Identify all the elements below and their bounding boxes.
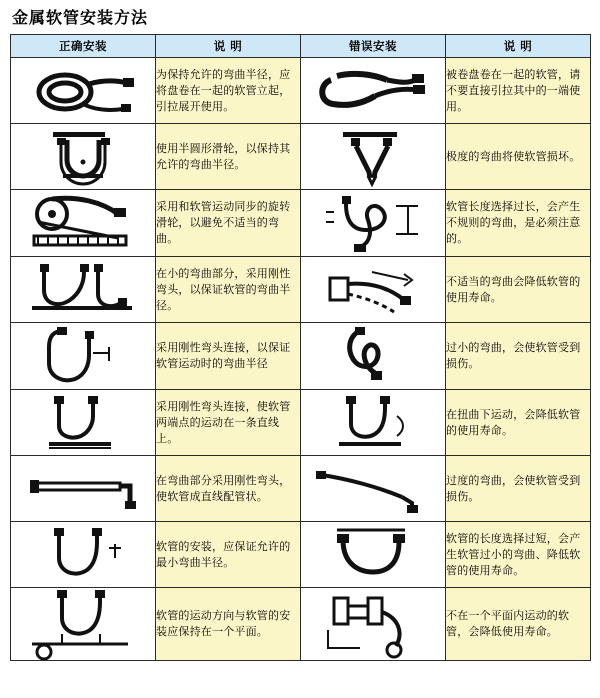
twisting-motion-icon (313, 392, 433, 454)
figure-cell-wrong (301, 456, 446, 522)
column-header-correct-note: 说 明 (156, 35, 301, 58)
note-wrong: 极度的弯曲将使软管损坏。 (446, 124, 591, 190)
figure-cell-wrong (301, 58, 446, 124)
rigid-elbow-u-loop-icon (23, 323, 143, 389)
figure-cell-wrong (301, 323, 446, 390)
installation-methods-table (10, 34, 591, 661)
table-row (11, 190, 591, 257)
hose-too-long-irregular-bend-icon (308, 190, 438, 256)
same-plane-motion-icon (18, 588, 148, 660)
minimum-bend-radius-u-icon (23, 524, 143, 586)
note-wrong: 不适当的弯曲会降低软管的使用寿命。 (446, 257, 591, 323)
hose-sharp-v-bend-icon (313, 126, 433, 188)
hose-with-synchronized-rotating-pulley-icon (18, 192, 148, 254)
note-wrong: 不在一个平面内运动的软管，会降低使用寿命。 (446, 588, 591, 661)
note-wrong: 过小的弯曲，会使软管受到损伤。 (446, 323, 591, 390)
figure-cell-wrong (301, 257, 446, 323)
note-correct: 为保持允许的弯曲半径，应将盘卷在一起的软管立起，引拉展开使用。 (156, 58, 301, 124)
figure-cell-wrong (301, 588, 446, 661)
note-wrong: 软管长度选择过长，会产生不规则的弯曲，是必须注意的。 (446, 190, 591, 257)
table-row (11, 456, 591, 522)
table-body (11, 58, 591, 661)
too-small-bend-radius-icon (313, 323, 433, 389)
table-row (11, 522, 591, 588)
rigid-elbow-straight-pipe-icon (18, 463, 148, 515)
hose-over-half-round-pulley-icon (23, 126, 143, 188)
figure-cell-wrong (301, 522, 446, 588)
figure-cell-correct (11, 588, 156, 661)
page-title: 金属软管安装方法 (12, 8, 149, 27)
table-row (11, 257, 591, 323)
coiled-hose-pulled-icon (313, 62, 433, 120)
figure-cell-wrong (301, 190, 446, 257)
table-row (11, 588, 591, 661)
note-wrong: 被卷盘卷在一起的软管，请不要直接引拉其中的一端使用。 (446, 58, 591, 124)
table-head (11, 35, 591, 58)
note-correct: 在小的弯曲部分，采用刚性弯头，以保证软管的弯曲半径。 (156, 257, 301, 323)
figure-cell-wrong (301, 124, 446, 190)
coiled-hose-flat-icon (23, 62, 143, 120)
note-wrong: 软管的长度选择过短，会产生软管过小的弯曲、降低软管的使用寿命。 (446, 522, 591, 588)
note-correct: 使用半圆形滑轮，以保持其允许的弯曲半径。 (156, 124, 301, 190)
figure-cell-correct (11, 257, 156, 323)
figure-cell-correct (11, 456, 156, 522)
note-correct: 采用刚性弯头连接，以保证软管运动时的弯曲半径 (156, 323, 301, 390)
table-row (11, 323, 591, 390)
note-wrong: 在扭曲下运动，会降低软管的使用寿命。 (446, 390, 591, 456)
note-correct: 软管的安装，应保证允许的最小弯曲半径。 (156, 522, 301, 588)
note-wrong: 过度的弯曲，会使软管受到损伤。 (446, 456, 591, 522)
improper-bend-reduces-life-icon (308, 260, 438, 320)
table-row (11, 58, 591, 124)
figure-cell-correct (11, 522, 156, 588)
out-of-plane-motion-icon (308, 588, 438, 660)
note-correct: 在弯曲部分采用刚性弯头，使软管成直线配管状。 (156, 456, 301, 522)
table-row (11, 124, 591, 190)
too-long-hose-small-bend-icon (313, 524, 433, 586)
excessive-bending-icon (308, 463, 438, 515)
rigid-elbow-small-bend-icon (18, 260, 148, 320)
figure-cell-correct (11, 58, 156, 124)
column-header-wrong-install: 错误安装 (301, 35, 446, 58)
figure-cell-correct (11, 323, 156, 390)
figure-cell-wrong (301, 390, 446, 456)
header-row (11, 35, 591, 58)
note-correct: 采用刚性弯头连接，使软管两端点的运动在一条直线上。 (156, 390, 301, 456)
column-header-wrong-note: 说 明 (446, 35, 591, 58)
figure-cell-correct (11, 390, 156, 456)
table-row (11, 390, 591, 456)
note-correct: 软管的运动方向与软管的安装应保持在一个平面。 (156, 588, 301, 661)
rigid-elbow-straight-line-motion-icon (23, 392, 143, 454)
column-header-correct-install: 正确安装 (11, 35, 156, 58)
figure-cell-correct (11, 190, 156, 257)
figure-cell-correct (11, 124, 156, 190)
note-correct: 采用和软管运动同步的旋转滑轮，以避免不适当的弯曲。 (156, 190, 301, 257)
